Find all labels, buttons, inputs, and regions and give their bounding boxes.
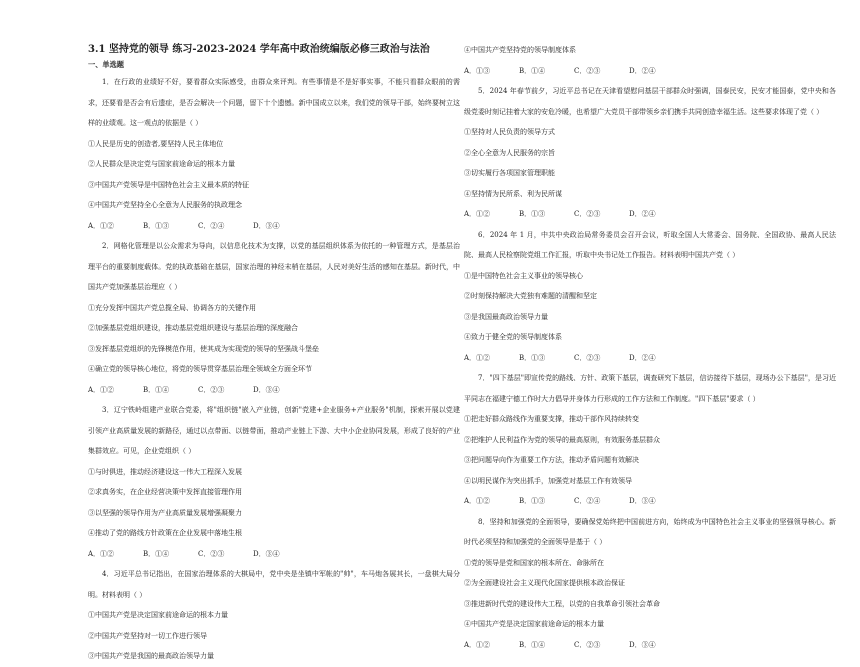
question-4-item: ②中国共产党坚持对一切工作进行领导 (88, 631, 207, 640)
question-6-options (464, 348, 836, 369)
question-5-stem: 5．2024 年春节前夕，习近平总书记在天津看望慰问基层干部群众时强调，国泰民安，民安才能国泰，党中央和各级党委时刻记挂着大家的安危冷暖，也希望广大党员干部带领乡亲们携手共同创造幸福生活。这些要求体现了党（ ） (464, 87, 836, 116)
option-b[interactable]: B．①④ (519, 66, 546, 75)
question-5-item: ②全心全意为人民服务的宗旨 (464, 148, 555, 157)
question-1-item: ②人民群众是决定党与国家前途命运的根本力量 (88, 160, 235, 168)
option-a[interactable]: A．①② (464, 497, 491, 505)
option-b[interactable]: B．①④ (143, 549, 170, 558)
question-3-stem: 3．辽宁铁岭组建产业联合党委，将"组织链"嵌入产业链，创新"党建+企业服务+产业服务"机制，探索开展以党建引领产业高质量发展的新路径，通过以点带面、以链带面，推动产业链上下游、大中小企业协同发展，形成了良好的产业集群效应。可见，企业党组织（ ） (88, 406, 460, 455)
question-4-stem: 4．习近平总书记指出，在国家治理体系的大棋局中，党中央是坐镇中军帐的"帅"，车马炮各展其长，一盘棋大局分明。材料表明（ ） (88, 570, 460, 599)
option-a[interactable]: A．①② (88, 549, 115, 558)
option-c[interactable]: C．②③ (574, 640, 601, 649)
question-2-item: ③发挥基层党组织的先锋模范作用，使其成为实现党的领导的坚强战斗堡垒 (88, 344, 319, 353)
option-d[interactable]: D．②④ (629, 353, 656, 362)
option-c[interactable]: C．②③ (574, 210, 601, 218)
question-3-item: ④推动了党的路线方针政策在企业发展中落地生根 (88, 529, 242, 537)
question-2-item: ①充分发挥中国共产党总揽全局、协调各方的关键作用 (88, 303, 256, 312)
option-a[interactable]: A．①② (464, 210, 491, 218)
question-6-stem: 6．2024 年 1 月，中共中央政治局常务委员会召开会议，听取全国人大常委会、国务院、全国政协、最高人民法院、最高人民检察院党组工作汇报，听取中央书记处工作报告。材料表明中国共产党（ ） (464, 230, 836, 259)
left-column (88, 40, 460, 667)
question-2-item: ④确立党的领导核心地位，将党的领导贯穿基层治理全领域全方面全环节 (88, 365, 312, 373)
question-1-stem: 1．在行政的业绩好不好，要看群众实际感受，由群众来评判。有些事情是不是好事实事，不能只看群众眼前的需求，还要看是否会有后遗症，是否会解决一个问题，留下十个遗憾。新中国成立以来，我们党的领导干部，始终要树立这样的业绩观。这一观点的依据是（ ） (88, 78, 460, 127)
option-a[interactable]: A．①② (88, 221, 115, 230)
question-8-stem: 8．坚持和加强党的全面领导，要确保党始终把中国前进方向，始终成为中国特色社会主义事业的坚强领导核心。新时代必须坚持和加强党的全面领导是基于（ ） (464, 517, 836, 546)
option-c[interactable]: C．②③ (198, 385, 225, 394)
question-1-options (88, 216, 460, 237)
question-2-item: ②加强基层党组织建设，推动基层党组织建设与基层治理的深度融合 (88, 324, 298, 332)
option-b[interactable]: B．①③ (143, 221, 170, 230)
question-3-options (88, 544, 460, 565)
question-7-options (464, 491, 836, 512)
option-d[interactable]: D．③④ (629, 640, 656, 649)
right-column (464, 40, 836, 655)
option-d[interactable]: D．③④ (253, 549, 280, 558)
option-a[interactable]: A．①② (464, 640, 491, 649)
option-d[interactable]: D．②④ (629, 210, 656, 218)
option-b[interactable]: B．①③ (519, 210, 546, 218)
option-c[interactable]: C．②④ (574, 497, 601, 505)
option-a[interactable]: A．①③ (464, 66, 491, 75)
question-3-item: ②求真务实，在企业经营决策中发挥直接管理作用 (88, 488, 242, 496)
question-7-item: ①把走好群众路线作为重要支撑，推动干部作风持续转变 (464, 415, 639, 423)
option-a[interactable]: A．①② (88, 385, 115, 394)
question-1-item: ③中国共产党领导是中国特色社会主义最本质的特征 (88, 180, 249, 189)
question-6-item: ②时刻保持解决大党独有难题的清醒和坚定 (464, 292, 597, 300)
question-1-item: ④中国共产党坚持全心全意为人民服务的执政理念 (88, 201, 242, 209)
question-7-item: ②把维护人民利益作为党的领导的最高原则，有效服务基层群众 (464, 435, 660, 444)
question-8-options (464, 635, 836, 656)
option-d[interactable]: D．③④ (629, 497, 656, 505)
option-a[interactable]: A．①② (464, 353, 491, 362)
option-b[interactable]: B．①④ (519, 640, 546, 649)
question-8-item: ③推进新时代党的建设伟大工程，以党的自我革命引领社会革命 (464, 599, 660, 608)
question-6-item: ①是中国特色社会主义事业的领导核心 (464, 271, 583, 280)
question-7-stem: 7．"四下基层"即宣传党的路线、方针、政策下基层，调查研究下基层，信访接待下基层，现场办公下基层"，是习近平同志在福建宁德工作时大力倡导并身体力行形成的工作方法和工作制度。"四下基层"要求（ ） (464, 374, 836, 403)
question-8-item: ④中国共产党是决定国家前途命运的根本力量 (464, 620, 604, 628)
question-6-item: ④致力于健全党的领导制度体系 (464, 333, 562, 341)
option-b[interactable]: B．①④ (143, 385, 170, 394)
question-8-item: ①党的领导是党和国家的根本所在、命脉所在 (464, 558, 604, 567)
question-4-item: ①中国共产党是决定国家前途命运的根本力量 (88, 611, 228, 619)
option-d[interactable]: D．③④ (253, 221, 280, 230)
question-7-item: ④以明民谋作为突出抓手，加强党对基层工作有效领导 (464, 476, 632, 485)
section-heading: 一、单选题 (88, 60, 124, 69)
question-1-item: ①人民是历史的创造者,要坚持人民主体地位 (88, 139, 224, 148)
question-2-options (88, 380, 460, 401)
option-c[interactable]: C．②④ (198, 221, 225, 230)
option-d[interactable]: D．③④ (253, 385, 280, 394)
question-5-item: ①坚持对人民负责的领导方式 (464, 128, 555, 136)
document-title: 3.1 坚持党的领导 练习-2023-2024 学年高中政治统编版必修三政治与法治 (88, 44, 430, 55)
option-c[interactable]: C．②③ (574, 353, 601, 362)
option-b[interactable]: B．①③ (519, 497, 546, 505)
question-4-options (464, 61, 836, 82)
question-5-options (464, 204, 836, 225)
question-5-item: ③切实履行各项国家管理职能 (464, 169, 555, 177)
question-8-item: ②为全面建设社会主义现代化国家提供根本政治保证 (464, 579, 625, 587)
option-c[interactable]: C．②③ (574, 66, 601, 75)
option-c[interactable]: C．②③ (198, 549, 225, 558)
question-4-item: ④中国共产党坚持党的领导制度体系 (464, 46, 576, 54)
question-3-item: ①与时俱进，推动经济建设这一伟大工程深入发展 (88, 467, 242, 476)
option-d[interactable]: D．②④ (629, 66, 656, 75)
question-2-stem: 2．网格化管理是以公众需求为导向，以信息化技术为支撑，以党的基层组织体系为依托的一种管理方式，是基层治理平台的重要制度载体。党的执政基础在基层，国家治理的神经末梢在基层，人民对美好生活的感知在基层。新时代，中国共产党加强基层治理应（ ） (88, 242, 460, 291)
question-6-item: ③是我国最高政治领导力量 (464, 312, 548, 321)
question-5-item: ④坚持情为民所系、利为民所谋 (464, 189, 562, 198)
question-7-item: ③把问题导向作为重要工作方法，推动矛盾问题有效解决 (464, 456, 639, 464)
question-3-item: ③以坚强的领导作用为产业高质量发展增强凝聚力 (88, 508, 242, 517)
question-4-item: ③中国共产党是我国的最高政治领导力量 (88, 652, 214, 660)
option-b[interactable]: B．①③ (519, 353, 546, 362)
